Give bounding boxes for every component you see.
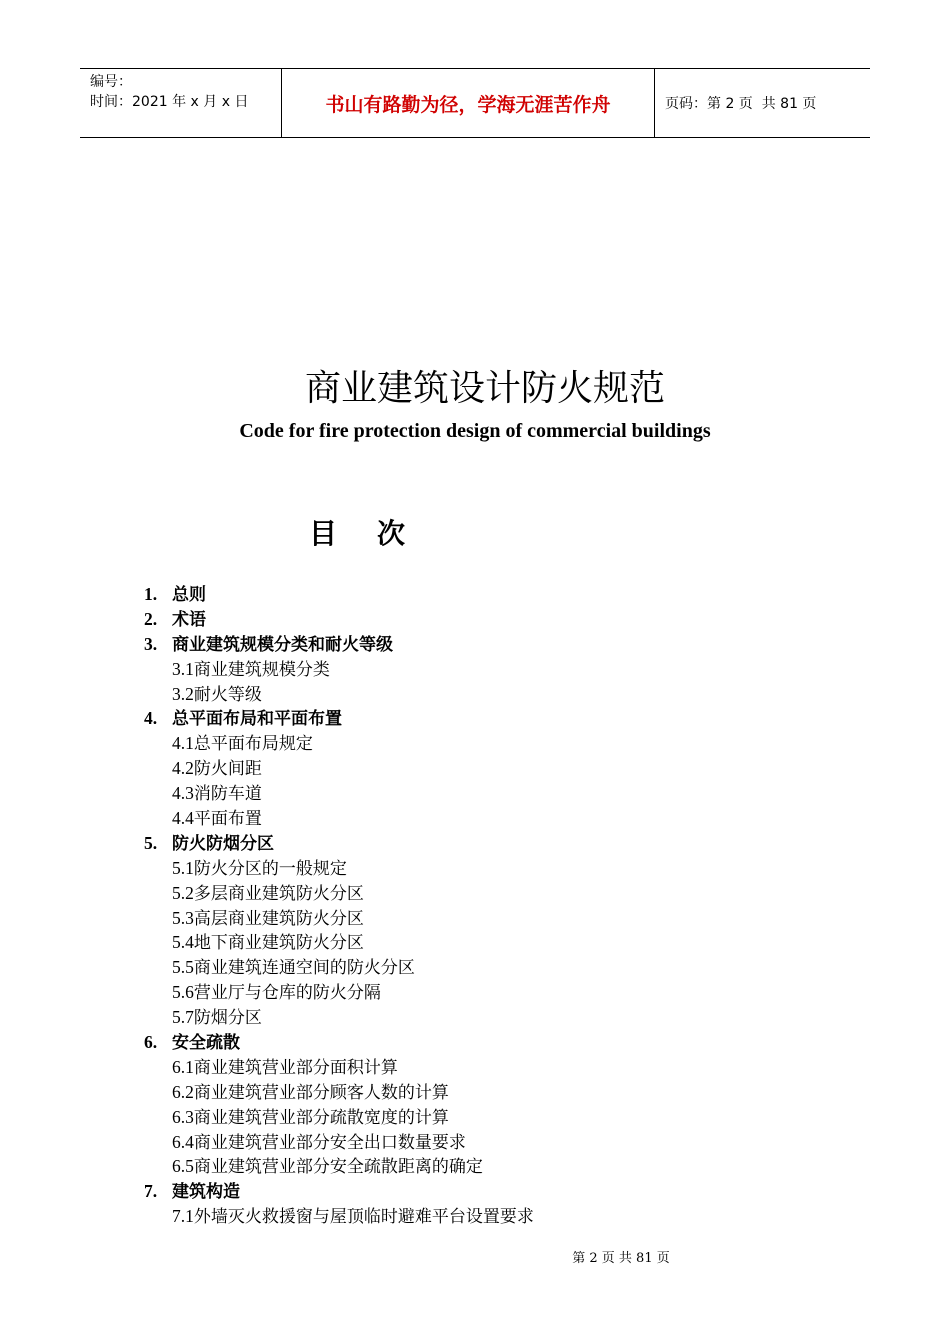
toc-label: 防烟分区 xyxy=(193,1008,262,1029)
toc-section[interactable] xyxy=(144,930,844,955)
toc-number: 5.2 xyxy=(172,882,194,903)
toc-section[interactable] xyxy=(144,731,844,756)
page-header xyxy=(80,68,870,138)
toc-label: 防火防烟分区 xyxy=(172,833,274,854)
toc-section[interactable] xyxy=(144,657,844,682)
toc-label: 商业建筑营业部分疏散宽度的计算 xyxy=(193,1107,449,1128)
toc-section[interactable] xyxy=(144,980,844,1005)
toc-label: 防火间距 xyxy=(193,759,262,780)
toc-chapter[interactable] xyxy=(144,632,844,657)
toc-number: 5.5 xyxy=(172,957,194,978)
header-page-info xyxy=(655,69,870,137)
toc-number: 4.1 xyxy=(172,733,194,754)
toc-label: 总平面布局和平面布置 xyxy=(172,709,342,730)
toc-number: 6.2 xyxy=(172,1081,194,1102)
toc-label: 外墙灭火救援窗与屋顶临时避难平台设置要求 xyxy=(193,1207,534,1228)
toc-chapter[interactable] xyxy=(144,582,844,607)
toc-number: 4.4 xyxy=(172,808,194,829)
toc-label: 地下商业建筑防火分区 xyxy=(193,933,364,954)
toc-label: 商业建筑规模分类和耐火等级 xyxy=(172,634,393,655)
toc-number: 6.5 xyxy=(172,1156,194,1177)
toc-number: 4.2 xyxy=(172,758,194,779)
toc-number: 3. xyxy=(144,633,158,654)
toc-label: 多层商业建筑防火分区 xyxy=(193,883,364,904)
toc-number: 3.2 xyxy=(172,683,194,704)
time-label: 时间：2021 年 x 月 x 日 xyxy=(90,94,249,110)
toc-label: 商业建筑营业部分安全疏散距离的确定 xyxy=(193,1157,483,1178)
toc-label: 总则 xyxy=(172,585,206,605)
footer-page-number: 第 2 页 共 81 页 xyxy=(572,1251,670,1266)
toc-label: 安全疏散 xyxy=(172,1033,240,1054)
toc-label: 高层商业建筑防火分区 xyxy=(193,908,364,929)
toc-label: 防火分区的一般规定 xyxy=(193,858,347,879)
toc-label: 建筑构造 xyxy=(172,1182,240,1203)
toc-number: 6.1 xyxy=(172,1056,194,1077)
toc-label: 商业建筑营业部分顾客人数的计算 xyxy=(193,1082,449,1103)
toc-section[interactable] xyxy=(144,682,844,707)
toc-chapter[interactable] xyxy=(144,831,844,856)
toc-label: 术语 xyxy=(172,609,206,630)
toc-section[interactable] xyxy=(144,806,844,831)
toc-chapter[interactable] xyxy=(144,1179,844,1204)
toc-section[interactable] xyxy=(144,955,844,980)
toc-section[interactable] xyxy=(144,1005,844,1030)
toc-number: 5.7 xyxy=(172,1007,194,1028)
toc-number: 6.3 xyxy=(172,1106,194,1127)
toc-number: 1. xyxy=(144,584,158,604)
toc-section[interactable] xyxy=(144,781,844,806)
toc-heading: 目次 xyxy=(309,517,446,550)
toc-section[interactable] xyxy=(144,1055,844,1080)
toc-section[interactable] xyxy=(144,1204,844,1229)
header-meta xyxy=(80,69,281,137)
toc-number: 7.1 xyxy=(172,1206,194,1227)
page-info: 页码：第 2 页 共 81 页 xyxy=(665,96,817,112)
toc-chapter[interactable] xyxy=(144,706,844,731)
document-title: 商业建筑设计防火规范 xyxy=(304,368,665,409)
toc-section[interactable] xyxy=(144,856,844,881)
toc-number: 4.3 xyxy=(172,783,194,804)
toc-label: 平面布置 xyxy=(193,809,262,830)
toc-number: 5.4 xyxy=(172,932,194,953)
toc-number: 5.6 xyxy=(172,982,194,1003)
table-of-contents xyxy=(144,582,844,1229)
toc-number: 5. xyxy=(144,832,158,853)
toc-section[interactable] xyxy=(144,1080,844,1105)
toc-label: 商业建筑营业部分面积计算 xyxy=(193,1057,398,1078)
page-footer xyxy=(0,1247,950,1266)
toc-label: 商业建筑规模分类 xyxy=(193,659,330,680)
toc-chapter[interactable] xyxy=(144,607,844,632)
toc-number: 4. xyxy=(144,708,158,729)
toc-label: 耐火等级 xyxy=(193,684,262,705)
toc-number: 6.4 xyxy=(172,1131,194,1152)
toc-section[interactable] xyxy=(144,881,844,906)
toc-number: 3.1 xyxy=(172,658,194,679)
serial-label: 编号： xyxy=(90,74,132,90)
toc-label: 消防车道 xyxy=(193,784,262,805)
toc-number: 5.1 xyxy=(172,857,194,878)
toc-number: 7. xyxy=(144,1181,158,1202)
toc-label: 商业建筑连通空间的防火分区 xyxy=(193,958,415,979)
toc-label: 营业厅与仓库的防火分隔 xyxy=(193,983,381,1004)
header-motto: 书山有路勤为径，学海无涯苦作舟 xyxy=(281,69,655,137)
toc-section[interactable] xyxy=(144,1105,844,1130)
toc-section[interactable] xyxy=(144,1154,844,1179)
toc-section[interactable] xyxy=(144,1130,844,1155)
toc-number: 6. xyxy=(144,1032,158,1053)
toc-section[interactable] xyxy=(144,756,844,781)
toc-chapter[interactable] xyxy=(144,1030,844,1055)
document-title-english: Code for fire protection design of commercial buildings xyxy=(239,420,711,442)
toc-label: 总平面布局规定 xyxy=(193,734,313,755)
toc-label: 商业建筑营业部分安全出口数量要求 xyxy=(193,1132,466,1153)
toc-section[interactable] xyxy=(144,906,844,931)
toc-number: 2. xyxy=(144,608,158,629)
toc-number: 5.3 xyxy=(172,907,194,928)
